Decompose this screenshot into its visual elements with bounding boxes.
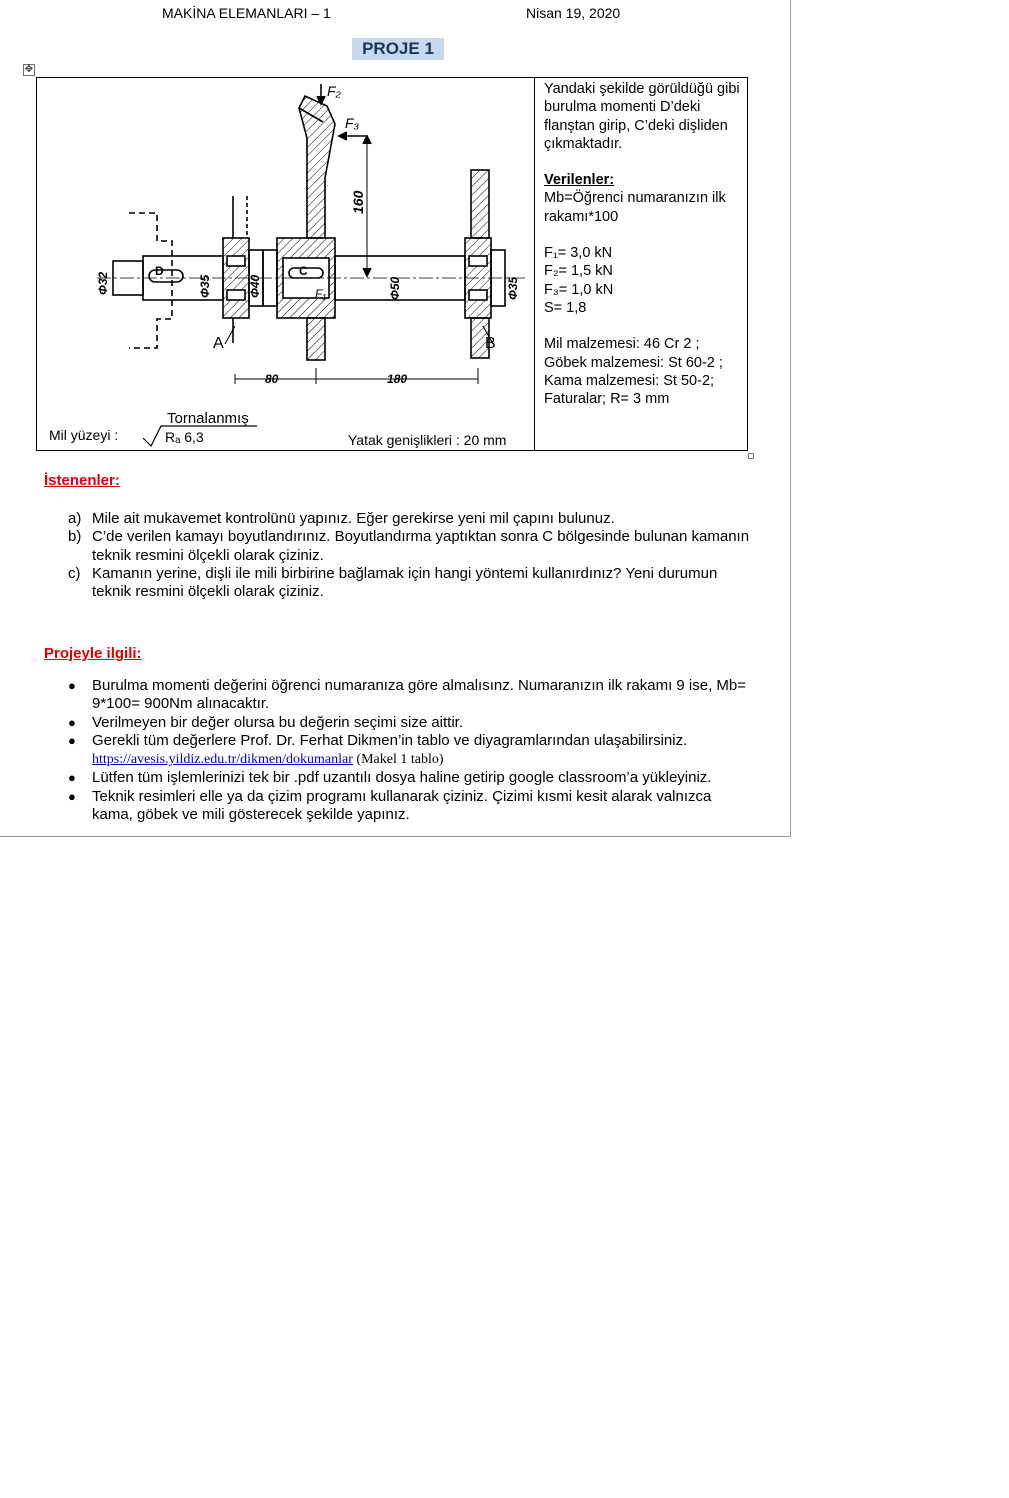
diameter-35-left-label: Φ35 <box>198 274 212 298</box>
section-c-label: C <box>299 264 308 278</box>
force-f3-value: F₃= 1,0 kN <box>544 281 614 298</box>
fillet-radius: Faturalar; R= 3 mm <box>544 391 670 408</box>
section-d-label: D <box>155 264 164 278</box>
list-item <box>65 732 755 770</box>
project-list <box>65 677 755 824</box>
force-f3-label: F₃ <box>345 115 360 131</box>
item-text: C’de verilen kamayı boyutlandırınız. Boyutlandırma yaptıktan sonra C bölgesinde bulunan kamanın teknik resmini ölçekli olarak çiziniz. <box>92 528 750 564</box>
shaft-technical-drawing <box>37 78 534 450</box>
bullet-icon: ● <box>68 714 76 730</box>
item-marker: c) <box>68 564 81 582</box>
bullet-icon: ● <box>68 770 76 786</box>
bullet-icon: ● <box>68 732 76 748</box>
item-marker: b) <box>68 528 82 546</box>
item-marker: a) <box>68 510 82 527</box>
list-item <box>65 714 755 732</box>
given-heading: Verilenler: <box>544 172 615 189</box>
shaft-material: Mil malzemesi: 46 Cr 2 ; <box>544 336 700 353</box>
bearing-a-label: A <box>213 335 224 352</box>
dikmen-documents-link[interactable]: https://avesis.yildiz.edu.tr/dikmen/dokumanlar <box>92 752 353 768</box>
list-item <box>65 510 755 528</box>
item-text: Kamanın yerine, dişli ile mili birbirine bağlamak için hangi yöntemi kullanırdınız? Yeni durumun teknik resmini ölçekli olarak çiziniz. <box>92 564 718 601</box>
document-page <box>0 0 791 837</box>
dimension-160: 160 <box>350 190 366 214</box>
item-text: Teknik resimleri elle ya da çizim programı kullanarak çiziniz. Çizimi kısmi kesit alarak valnızca kama, göbek ve mili gösterecek şekilde yapınız. <box>92 787 712 824</box>
torque-given: Mb=Öğrenci numaranızın ilk rakamı*100 <box>544 190 726 225</box>
force-f2-value: F₂= 1,5 kN <box>544 263 613 280</box>
dimension-180: 180 <box>387 372 408 386</box>
item-text: Lütfen tüm işlemlerinizi tek bir .pdf uzantılı dosya haline getirip google classroom’a yükleyiniz. <box>92 769 712 787</box>
requested-heading: İstenenler: <box>44 472 120 489</box>
project-heading: Projeyle ilgili: <box>44 645 142 662</box>
roughness-value: Rₐ 6,3 <box>165 429 204 445</box>
item-text: Gerekli tüm değerlere Prof. Dr. Ferhat Dikmen’in tablo ve diyagramlarından ulaşabilirsiniz. <box>92 731 688 749</box>
list-item <box>65 677 755 714</box>
list-item <box>65 769 755 787</box>
item-text: Burulma momenti değerini öğrenci numaranıza göre almalısınz. Numaranızın ilk rakamı 9 ise, Mb= 9*100= 900Nm alınacaktır. <box>92 677 747 713</box>
force-f1-value: F₁= 3,0 kN <box>544 245 613 262</box>
page-title: PROJE 1 <box>352 38 444 60</box>
link-suffix: (Makel 1 tablo) <box>352 752 444 768</box>
item-text: Mile ait mukavemet kontrolünü yapınız. Eğer gerekirse yeni mil çapını bulunuz. <box>92 510 615 527</box>
list-item <box>65 528 755 565</box>
key-material: Kama malzemesi: St 50-2; <box>544 372 715 389</box>
date-header: Nisan 19, 2020 <box>526 5 621 21</box>
dimension-80: 80 <box>265 372 279 386</box>
safety-factor-value: S= 1,8 <box>544 299 587 316</box>
hub-material: Göbek malzemesi: St 60-2 ; <box>544 354 723 371</box>
intro-text: Yandaki şekilde görüldüğü gibi burulma momenti D’deki flanştan girip, C’deki dişliden çıkmaktadır. <box>544 81 740 152</box>
diameter-32-label: Φ32 <box>96 271 110 295</box>
table-move-handle-icon[interactable]: ✥ <box>24 64 34 75</box>
list-item <box>65 565 755 602</box>
diameter-40-label: Φ40 <box>248 274 262 298</box>
bearing-width-note: Yatak genişlikleri : 20 mm <box>348 432 507 448</box>
course-header: MAKİNA ELEMANLARI – 1 <box>162 5 331 21</box>
table-column-divider <box>534 78 535 450</box>
force-f1-label: F₁ <box>315 287 327 301</box>
bearing-b-label: B <box>485 335 496 352</box>
requested-list <box>65 510 755 601</box>
problem-table <box>36 77 748 451</box>
surface-process-label: Tornalanmış <box>167 410 249 427</box>
table-resize-handle[interactable] <box>748 453 754 459</box>
item-text: Verilmeyen bir değer olursa bu değerin seçimi size aittir. <box>92 713 464 731</box>
diameter-35-right-label: Φ35 <box>506 276 520 300</box>
bullet-icon: ● <box>68 788 76 804</box>
side-info-cell <box>544 80 747 408</box>
diameter-50-label: Φ50 <box>388 276 402 300</box>
force-f2-label: F₂ <box>327 83 341 99</box>
list-item <box>65 788 755 825</box>
surface-label: Mil yüzeyi : <box>49 427 119 443</box>
bullet-icon: ● <box>68 678 76 693</box>
